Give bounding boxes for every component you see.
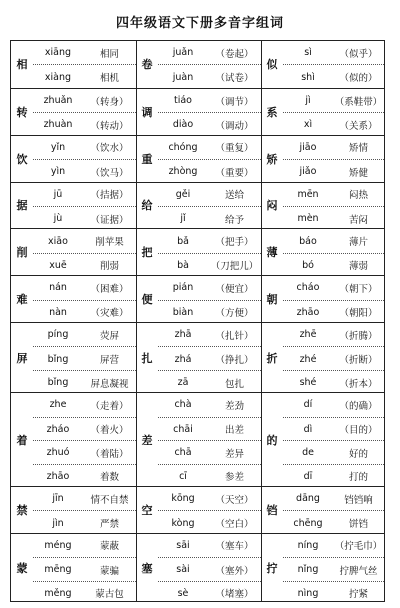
example-word: （系鞋带）	[334, 96, 383, 108]
example-word: 蒙蔽	[99, 541, 119, 553]
reading-row	[158, 510, 261, 534]
polyphone-char: 矫	[266, 152, 278, 166]
example-word: 荧屏	[99, 330, 119, 342]
pinyin: zhe	[49, 399, 67, 411]
reading-row	[283, 510, 384, 534]
example-word: （天空）	[215, 494, 254, 506]
pinyin: píng	[47, 329, 69, 341]
reading-row	[283, 183, 384, 206]
reading-row	[283, 534, 384, 557]
pinyin: dī	[303, 470, 313, 482]
pinyin: xiàng	[44, 71, 72, 83]
example-word: （堵塞）	[215, 589, 254, 601]
example-word: （着火）	[90, 425, 129, 437]
example-word: （折本）	[339, 378, 378, 390]
example-word: 矫健	[348, 167, 368, 179]
pinyin: kòng	[171, 517, 195, 529]
pinyin: bǐng	[47, 377, 69, 389]
pinyin: chā	[174, 447, 192, 459]
polyphone-char: 饮	[16, 152, 28, 166]
reading-row	[283, 581, 384, 605]
reading-row	[283, 112, 384, 136]
example-word: （试卷）	[215, 73, 254, 85]
char-group	[261, 392, 384, 486]
pinyin: zhé	[299, 353, 317, 365]
polyphone-char: 转	[16, 105, 28, 119]
example-word: 差异	[224, 448, 244, 460]
pinyin: chóng	[168, 141, 198, 153]
example-word: 削苹果	[95, 237, 124, 249]
pinyin: nǐng	[297, 564, 319, 576]
example-word: （证据）	[90, 214, 129, 226]
pinyin: zháo	[46, 423, 70, 435]
reading-row	[283, 300, 384, 324]
char-group	[11, 182, 136, 229]
example-word: （调动）	[215, 120, 254, 132]
reading-row	[158, 136, 261, 159]
example-word: （的确）	[339, 400, 378, 412]
polyphone-table	[10, 40, 385, 602]
polyphone-char: 相	[16, 58, 28, 72]
char-group	[11, 533, 136, 603]
example-word: （刀把儿）	[210, 261, 259, 273]
example-word: （目的）	[339, 425, 378, 437]
example-word: （朝下）	[339, 283, 378, 295]
reading-row	[33, 581, 136, 605]
table-column	[11, 41, 136, 601]
reading-row	[33, 487, 136, 510]
char-group	[261, 322, 384, 392]
pinyin: xiāo	[48, 235, 68, 247]
pinyin: bǐng	[47, 353, 69, 365]
polyphone-char: 闷	[266, 199, 278, 213]
reading-row	[283, 41, 384, 64]
column-divider	[261, 41, 262, 601]
pinyin: zā	[177, 377, 189, 389]
example-word: （朝阳）	[339, 308, 378, 320]
example-word: （空白）	[215, 519, 254, 531]
example-word: （拧毛巾）	[334, 541, 383, 553]
reading-row	[33, 64, 136, 88]
reading-row	[158, 464, 261, 488]
reading-row	[33, 276, 136, 299]
reading-row	[158, 276, 261, 299]
pinyin: jū	[53, 188, 63, 200]
polyphone-char: 屏	[16, 351, 28, 365]
reading-row	[33, 393, 136, 416]
reading-row	[158, 300, 261, 324]
example-word: （饮马）	[90, 167, 129, 179]
reading-row	[283, 346, 384, 370]
pinyin: jǐ	[180, 213, 186, 225]
pinyin: mēng	[44, 564, 72, 576]
reading-row	[33, 534, 136, 557]
pinyin: chà	[174, 399, 192, 411]
example-word: 削弱	[99, 261, 119, 273]
reading-row	[33, 300, 136, 324]
example-word: 蒙古包	[95, 589, 124, 601]
reading-row	[158, 393, 261, 416]
polyphone-char: 拧	[266, 562, 278, 576]
pinyin: sì	[304, 47, 312, 59]
example-word: （似乎）	[339, 48, 378, 60]
polyphone-char: 差	[141, 433, 153, 447]
example-word: 相同	[99, 48, 119, 60]
example-word: 屏息凝视	[90, 378, 129, 390]
polyphone-char: 给	[141, 199, 153, 213]
polyphone-char: 卷	[141, 58, 153, 72]
reading-row	[283, 206, 384, 230]
polyphone-char: 空	[141, 503, 153, 517]
pinyin: měng	[44, 587, 72, 599]
example-word: 薄弱	[348, 261, 368, 273]
pinyin: zhòng	[168, 166, 198, 178]
example-word: 闷热	[348, 190, 368, 202]
pinyin: kōng	[171, 493, 195, 505]
reading-row	[283, 557, 384, 581]
reading-row	[33, 89, 136, 112]
reading-row	[33, 557, 136, 581]
reading-row	[283, 229, 384, 252]
example-word: （扎针）	[215, 330, 254, 342]
reading-row	[283, 64, 384, 88]
pinyin: jì	[305, 95, 311, 107]
polyphone-char: 朝	[266, 293, 278, 307]
polyphone-char: 禁	[16, 503, 28, 517]
reading-row	[283, 136, 384, 159]
example-word: 情不自禁	[90, 494, 129, 506]
example-word: 包扎	[224, 378, 244, 390]
char-group	[261, 533, 384, 603]
polyphone-char: 似	[266, 58, 278, 72]
reading-row	[158, 557, 261, 581]
pinyin: jù	[53, 213, 63, 225]
reading-row	[33, 206, 136, 230]
example-word: 薄片	[348, 237, 368, 249]
pinyin: xiāng	[44, 47, 72, 59]
pinyin: dì	[303, 423, 313, 435]
char-group	[136, 182, 261, 229]
example-word: （便宜）	[215, 283, 254, 295]
pinyin: zhāo	[296, 306, 320, 318]
pinyin: bó	[302, 259, 314, 271]
pinyin: bà	[177, 259, 189, 271]
example-word: （着陆）	[90, 448, 129, 460]
pinyin: chāi	[173, 423, 193, 435]
reading-row	[33, 253, 136, 277]
char-group	[11, 228, 136, 275]
reading-row	[158, 159, 261, 183]
char-group	[136, 135, 261, 182]
example-word: （调节）	[215, 96, 254, 108]
pinyin: méng	[44, 539, 72, 551]
char-group	[11, 486, 136, 533]
reading-row	[33, 41, 136, 64]
char-group	[136, 228, 261, 275]
polyphone-char: 重	[141, 152, 153, 166]
pinyin: sài	[176, 564, 190, 576]
table-column	[261, 41, 384, 601]
char-group	[11, 275, 136, 322]
char-group	[11, 88, 136, 135]
pinyin: sè	[177, 587, 189, 599]
polyphone-char: 铛	[266, 503, 278, 517]
pinyin: bǎ	[177, 235, 189, 247]
reading-row	[158, 112, 261, 136]
char-group	[11, 392, 136, 486]
reading-row	[158, 64, 261, 88]
pinyin: zhāo	[46, 470, 70, 482]
reading-row	[158, 346, 261, 370]
example-word: 差劲	[224, 400, 244, 412]
example-word: （挣扎）	[215, 355, 254, 367]
pinyin: báo	[299, 235, 317, 247]
reading-row	[283, 253, 384, 277]
example-word: （重要）	[215, 167, 254, 179]
reading-row	[158, 183, 261, 206]
pinyin: zhuàn	[43, 119, 73, 131]
reading-row	[33, 159, 136, 183]
reading-row	[33, 229, 136, 252]
char-group	[136, 486, 261, 533]
pinyin: shì	[301, 71, 315, 83]
reading-row	[33, 346, 136, 370]
pinyin: cī	[179, 470, 187, 482]
example-word: （折断）	[339, 355, 378, 367]
reading-row	[283, 393, 384, 416]
example-word: 铛铛响	[344, 494, 373, 506]
char-group	[11, 322, 136, 392]
reading-row	[158, 89, 261, 112]
char-group	[261, 275, 384, 322]
reading-row	[158, 487, 261, 510]
pinyin: yìn	[50, 166, 66, 178]
polyphone-char: 扎	[141, 351, 153, 365]
polyphone-char: 把	[141, 246, 153, 260]
example-word: 给予	[224, 214, 244, 226]
reading-row	[158, 370, 261, 394]
char-group	[261, 182, 384, 229]
reading-row	[158, 581, 261, 605]
example-word: （灾难）	[90, 308, 129, 320]
pinyin: biàn	[172, 306, 194, 318]
example-word: （方便）	[215, 308, 254, 320]
pinyin: diào	[172, 119, 194, 131]
example-word: （重复）	[215, 143, 254, 155]
polyphone-char: 着	[16, 433, 28, 447]
pinyin: sāi	[176, 539, 190, 551]
example-word: 好的	[348, 448, 368, 460]
example-word: （塞外）	[215, 565, 254, 577]
reading-row	[283, 159, 384, 183]
example-word: （转身）	[90, 96, 129, 108]
example-word: （饮水）	[90, 143, 129, 155]
reading-row	[158, 417, 261, 441]
reading-row	[158, 229, 261, 252]
reading-row	[33, 112, 136, 136]
polyphone-char: 据	[16, 199, 28, 213]
reading-row	[158, 534, 261, 557]
pinyin: nàn	[49, 306, 67, 318]
table-column	[136, 41, 261, 601]
pinyin: jīn	[52, 493, 64, 505]
example-word: 参差	[224, 472, 244, 484]
pinyin: jiāo	[299, 141, 317, 153]
pinyin: dí	[303, 399, 313, 411]
char-group	[136, 88, 261, 135]
pinyin: yǐn	[50, 141, 66, 153]
example-word: （困难）	[90, 283, 129, 295]
pinyin: zhá	[174, 353, 192, 365]
reading-row	[33, 370, 136, 394]
example-word: （把手）	[215, 237, 254, 249]
pinyin: juàn	[172, 71, 194, 83]
polyphone-char: 塞	[141, 562, 153, 576]
example-word: （卷起）	[215, 48, 254, 60]
pinyin: de	[302, 447, 314, 459]
pinyin: dāng	[296, 493, 320, 505]
example-word: 出差	[224, 425, 244, 437]
reading-row	[283, 370, 384, 394]
char-group	[261, 135, 384, 182]
reading-row	[283, 487, 384, 510]
pinyin: zhuó	[46, 447, 70, 459]
polyphone-char: 难	[16, 293, 28, 307]
polyphone-char: 折	[266, 351, 278, 365]
example-word: 相机	[99, 73, 119, 85]
reading-row	[33, 440, 136, 464]
example-word: （折腾）	[339, 330, 378, 342]
pinyin: mēn	[297, 188, 319, 200]
pinyin: jiǎo	[299, 166, 317, 178]
example-word: （走着）	[90, 400, 129, 412]
reading-row	[158, 41, 261, 64]
reading-row	[283, 323, 384, 346]
reading-row	[33, 464, 136, 488]
reading-row	[283, 464, 384, 488]
char-group	[261, 41, 384, 88]
example-word: 矫情	[348, 143, 368, 155]
reading-row	[158, 323, 261, 346]
example-word: 打的	[348, 472, 368, 484]
pinyin: juǎn	[172, 47, 194, 59]
char-group	[136, 533, 261, 603]
page-title: 四年级语文下册多音字组词	[115, 16, 284, 31]
pinyin: jìn	[52, 517, 64, 529]
char-group	[136, 275, 261, 322]
polyphone-char: 系	[266, 105, 278, 119]
reading-row	[158, 253, 261, 277]
example-word: 拧脾气丝	[339, 565, 378, 577]
pinyin: tiáo	[174, 95, 192, 107]
pinyin: níng	[297, 539, 319, 551]
example-word: 饼铛	[348, 519, 368, 531]
char-group	[136, 322, 261, 392]
char-group	[136, 392, 261, 486]
pinyin: zhē	[299, 329, 317, 341]
example-word: 送给	[224, 190, 244, 202]
pinyin: nán	[49, 282, 67, 294]
reading-row	[33, 323, 136, 346]
example-word: （塞车）	[215, 541, 254, 553]
polyphone-char: 调	[141, 105, 153, 119]
pinyin: nìng	[297, 587, 319, 599]
reading-row	[283, 417, 384, 441]
char-group	[11, 135, 136, 182]
reading-row	[283, 89, 384, 112]
reading-row	[33, 417, 136, 441]
reading-row	[158, 206, 261, 230]
example-word: 苦闷	[348, 214, 368, 226]
example-word: 拧紧	[348, 589, 368, 601]
polyphone-char: 的	[266, 433, 278, 447]
example-word: （似的）	[339, 73, 378, 85]
example-word: 屏营	[99, 355, 119, 367]
polyphone-char: 蒙	[16, 562, 28, 576]
pinyin: pián	[172, 282, 194, 294]
char-group	[261, 88, 384, 135]
example-word: （拮据）	[90, 190, 129, 202]
polyphone-char: 薄	[266, 246, 278, 260]
pinyin: gěi	[175, 188, 191, 200]
pinyin: cháo	[296, 282, 320, 294]
reading-row	[33, 510, 136, 534]
polyphone-char: 便	[141, 293, 153, 307]
pinyin: xì	[303, 119, 313, 131]
reading-row	[283, 440, 384, 464]
pinyin: mèn	[297, 213, 319, 225]
example-word: 蒙骗	[99, 565, 119, 577]
pinyin: xuē	[49, 259, 67, 271]
reading-row	[33, 136, 136, 159]
pinyin: chēng	[293, 517, 323, 529]
char-group	[11, 41, 136, 88]
char-group	[136, 41, 261, 88]
char-group	[261, 486, 384, 533]
example-word: （转动）	[90, 120, 129, 132]
reading-row	[33, 183, 136, 206]
example-word: 严禁	[99, 519, 119, 531]
pinyin: shé	[299, 377, 317, 389]
char-group	[261, 228, 384, 275]
example-word: （关系）	[339, 120, 378, 132]
reading-row	[158, 440, 261, 464]
reading-row	[283, 276, 384, 299]
pinyin: zhuǎn	[43, 95, 73, 107]
column-divider	[136, 41, 137, 601]
pinyin: zhā	[174, 329, 192, 341]
example-word: 着数	[99, 472, 119, 484]
polyphone-char: 削	[16, 246, 28, 260]
